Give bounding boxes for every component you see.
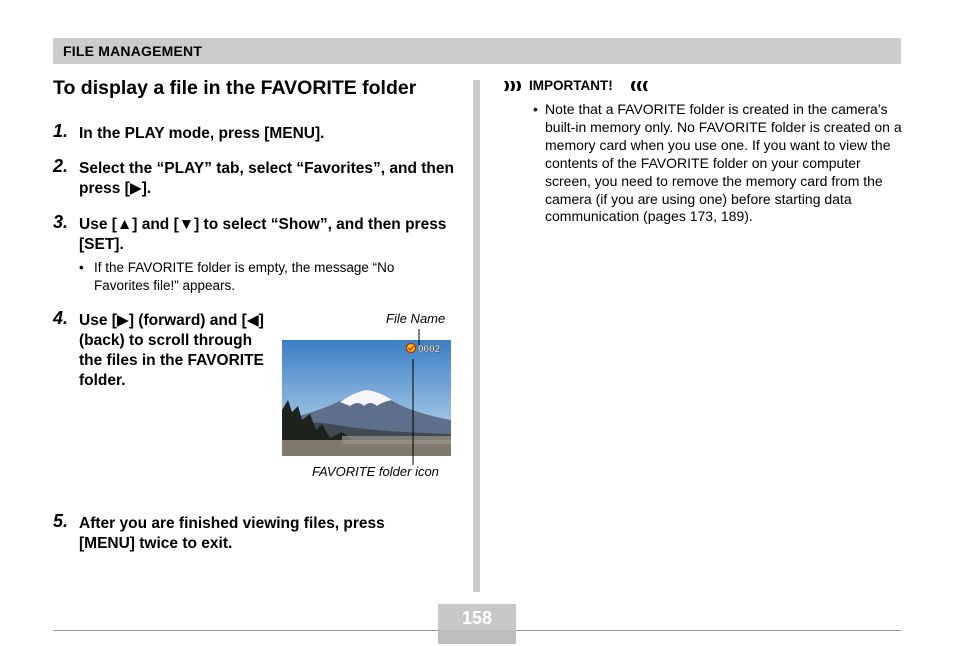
step-number: 2.: [53, 156, 69, 176]
section-header-bar: [53, 38, 901, 64]
page-title: To display a file in the FAVORITE folder: [53, 77, 417, 99]
step-number: 3.: [53, 212, 69, 232]
step-text: Select the “PLAY” tab, select “Favorites”, and then press [▶].: [79, 160, 454, 197]
step-text: Use [▶] (forward) and [◀] (back) to scroll through the files in the FAVORITE folder.: [79, 312, 264, 389]
bullet: •: [533, 101, 538, 117]
step-text: Use [▲] and [▼] to select “Show”, and then press [SET].: [79, 216, 447, 253]
step-number: 5.: [53, 511, 69, 531]
favorite-folder-icon-caption: FAVORITE folder icon: [312, 464, 439, 479]
important-note: [533, 101, 903, 226]
section-header-title: FILE MANAGEMENT: [63, 43, 203, 59]
step-number: 4.: [53, 308, 69, 328]
step-3-note: [79, 259, 449, 294]
important-note-text: Note that a FAVORITE folder is created in the camera’s built-in memory only. No FAVORITE folder is created on a memory card when you use one. If you want to view the contents of the FAVORITE folder on your computer screen, you need to remove the memory card from the camera (if you are using one) before starting data communication (pages 173, 189).: [545, 101, 902, 225]
page-number: 158: [461, 608, 493, 628]
callout-lines: [400, 325, 430, 470]
step-number: 1.: [53, 121, 69, 141]
step-text: After you are finished viewing files, press [MENU] twice to exit.: [79, 515, 385, 552]
file-name-caption: File Name: [386, 311, 446, 326]
important-label: IMPORTANT!: [529, 78, 613, 93]
page-number-box: [438, 604, 516, 644]
important-marker-left-icon: [503, 79, 525, 93]
note-text: If the FAVORITE folder is empty, the message “No Favorites file!” appears.: [94, 260, 395, 293]
file-number: 0002: [418, 344, 441, 355]
page-box-lower-band: [438, 630, 516, 644]
step-text: In the PLAY mode, press [MENU].: [79, 125, 325, 142]
bullet: •: [79, 260, 84, 275]
important-marker-right-icon: [627, 79, 649, 93]
column-divider: [473, 80, 480, 592]
